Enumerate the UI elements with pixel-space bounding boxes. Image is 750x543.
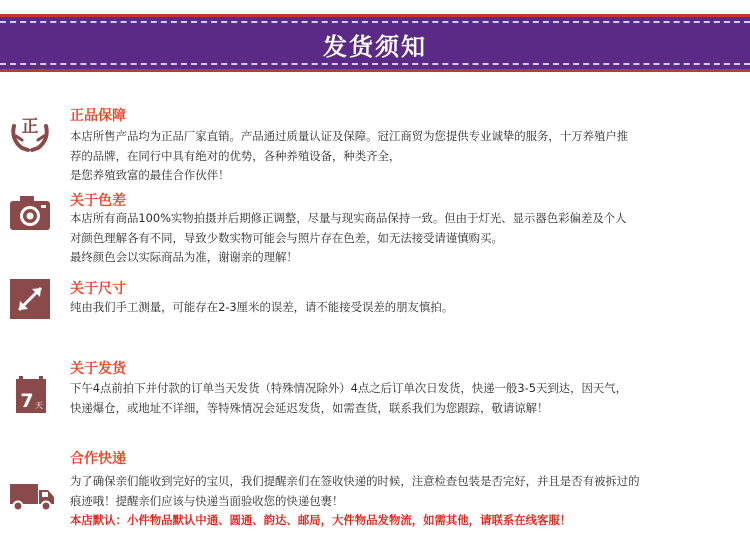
- section-title: 关于发货: [70, 361, 126, 377]
- body-line: 荐的品牌，在同行中具有绝对的优势，各种养殖设备，种类齐全，: [70, 148, 401, 163]
- banner-stripe: [0, 14, 750, 17]
- default-courier-notice: 本店默认：小件物品默认中通、圆通、韵达、邮局，大件物品发物流，如需其他，请联系在线客服！: [70, 513, 572, 527]
- body-line: 对颜色理解各有不同，导致少数实物可能会与照片存在色差，如无法接受请谨慎购买。: [70, 230, 503, 245]
- section-body: [70, 379, 740, 418]
- body-line: 痕迹哦！提醒亲们应该与快递当面验收您的快递包裹！: [70, 493, 344, 508]
- body-line: 最终颜色会以实际商品为准，谢谢亲的理解！: [70, 250, 298, 264]
- body-line: 快递爆仓，或地址不详细，等特殊情况会延迟发货，如需查货，联系我们为您跟踪，敬请谅解！: [70, 400, 549, 415]
- svg-text:天: 天: [35, 401, 43, 410]
- svg-text:7: 7: [20, 390, 34, 412]
- section-title: 合作快递: [70, 451, 126, 467]
- section-title: 正品保障: [70, 108, 126, 124]
- banner-stitch: [0, 21, 750, 23]
- body-line: 是您养殖致富的最佳合作伙伴！: [70, 168, 230, 182]
- camera-icon: [8, 192, 52, 236]
- body-line: 下午4点前拍下并付款的订单当天发货（特殊情况除外）4点之后订单次日发货，快递一般3-5天到达，因天气，: [70, 381, 628, 395]
- section-title: 关于尺寸: [70, 281, 126, 297]
- section-title: 关于色差: [70, 193, 126, 209]
- body-line: 本店所有商品100%实物拍摄并后期修正调整，尽量与现实商品保持一致。但由于灯光、显示器色彩偏差及个人: [70, 211, 627, 225]
- section-body: [70, 472, 740, 531]
- section-body: [70, 127, 740, 186]
- body-line: 本店所售产品均为正品厂家直销。产品通过质量认证及保障。冠江商贸为您提供专业诚挚的服务，十万养殖户推: [70, 129, 629, 143]
- calendar-7-days-icon: [8, 373, 52, 417]
- body-line: 为了确保亲们能收到完好的宝贝，我们提醒亲们在签收快递的时候，注意检查包装是否完好，并且是否有被拆过的: [70, 474, 640, 488]
- section-body: [70, 298, 740, 318]
- header-banner: [0, 0, 750, 88]
- page-title: 发货须知: [323, 33, 427, 61]
- banner-stitch: [0, 63, 750, 65]
- banner-stripe: [0, 69, 750, 72]
- resize-arrow-icon: [8, 277, 52, 321]
- svg-text:正: 正: [21, 117, 39, 137]
- section-body: [70, 209, 740, 268]
- delivery-truck-icon: [8, 472, 56, 516]
- hands-with-zheng-character-icon: [8, 112, 52, 156]
- body-line: 纯由我们手工测量，可能存在2-3厘米的误差，请不能接受误差的朋友慎拍。: [70, 300, 454, 314]
